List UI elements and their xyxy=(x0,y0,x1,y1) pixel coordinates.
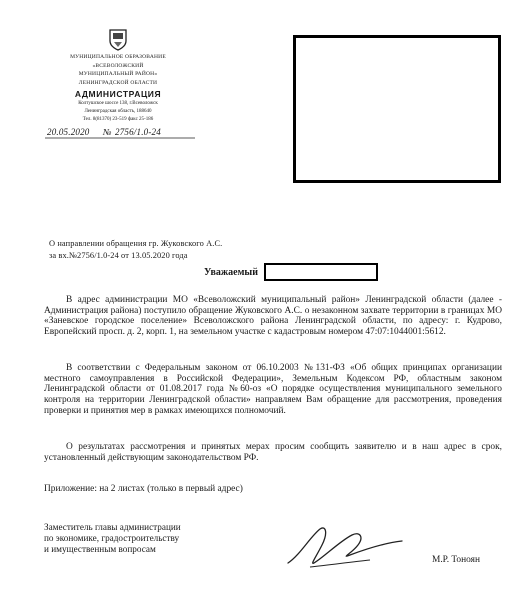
org-line-3: МУНИЦИПАЛЬНЫЙ РАЙОН» xyxy=(78,71,158,77)
org-address-2: Ленинградская область, 188640 xyxy=(84,109,152,114)
body-text-1: В адрес администрации МО «Всеволожский муниципальный район» Ленинградской области (далее - Администрация района) поступило обращение Жуковского А.С. о незаконном захвате территории в границах МО «Заневское городское поселение» Всеволожского района Ленинградской области, по адресу: г. Кудрово, Европейский просп. д. 2, корп. 1, на земельном участке с кадастровым номером 47:07:1044001:5612. xyxy=(44,295,502,338)
attachment-note: Приложение: на 2 листах (только в первый адрес) xyxy=(44,484,243,494)
signer-line-1: Заместитель главы администрации xyxy=(44,522,181,532)
body-paragraph-1 xyxy=(44,295,502,338)
registration-line xyxy=(45,125,195,141)
registration-date: 20.05.2020 xyxy=(47,127,90,137)
signer-name: М.Р. Тоноян xyxy=(432,555,480,565)
registration-number-label: № xyxy=(103,127,112,137)
signature-image xyxy=(280,515,410,575)
body-paragraph-2 xyxy=(44,363,502,417)
registration-number: 2756/1.0-24 xyxy=(115,127,161,137)
body-text-2: В соответствии с Федеральным законом от 06.10.2003 №131-ФЗ «Об общих принципах организации местного самоуправления в Российской Федерации», Земельным Кодексом РФ, областным законом Ленинградской области от 01.08.2017 года №60-оз «О порядке осуществления муниципального земельного контроля на территории Ленинградской области» направляем Вам обращение для рассмотрения, проведения проверки и принятия мер в рамках имеющихся полномочий. xyxy=(44,363,502,416)
reference-incoming: за вх.№2756/1.0-24 от 13.05.2020 года xyxy=(49,251,188,260)
org-line-2: «ВСЕВОЛОЖСКИЙ xyxy=(92,62,144,69)
org-line-1: МУНИЦИПАЛЬНОЕ ОБРАЗОВАНИЕ xyxy=(70,54,166,60)
salutation: Уважаемый xyxy=(204,267,258,278)
redacted-name xyxy=(264,263,378,281)
org-phones: Тел. 8(81370) 23-519 факс 25-186 xyxy=(82,117,154,122)
org-line-4: ЛЕНИНГРАДСКОЙ ОБЛАСТИ xyxy=(78,79,158,86)
signer-line-2: по экономике, градостроительству xyxy=(44,533,180,543)
body-text-3: О результатах рассмотрения и принятых мерах просим сообщить заявителю и в наш адрес в срок, установленный действующим законодательством РФ. xyxy=(44,442,502,463)
reference-subject: О направлении обращения гр. Жуковского А.С. xyxy=(49,239,223,248)
coat-of-arms-icon xyxy=(108,28,128,52)
org-address-1: Колтушское шоссе 138, г.Всеволожск xyxy=(78,101,158,106)
signer-line-3: и имущественным вопросам xyxy=(44,544,156,554)
body-paragraph-3 xyxy=(44,442,502,463)
signer-position xyxy=(44,522,181,555)
letterhead xyxy=(48,28,188,123)
redacted-addressee xyxy=(293,35,501,183)
org-title: АДМИНИСТРАЦИЯ xyxy=(74,89,162,99)
